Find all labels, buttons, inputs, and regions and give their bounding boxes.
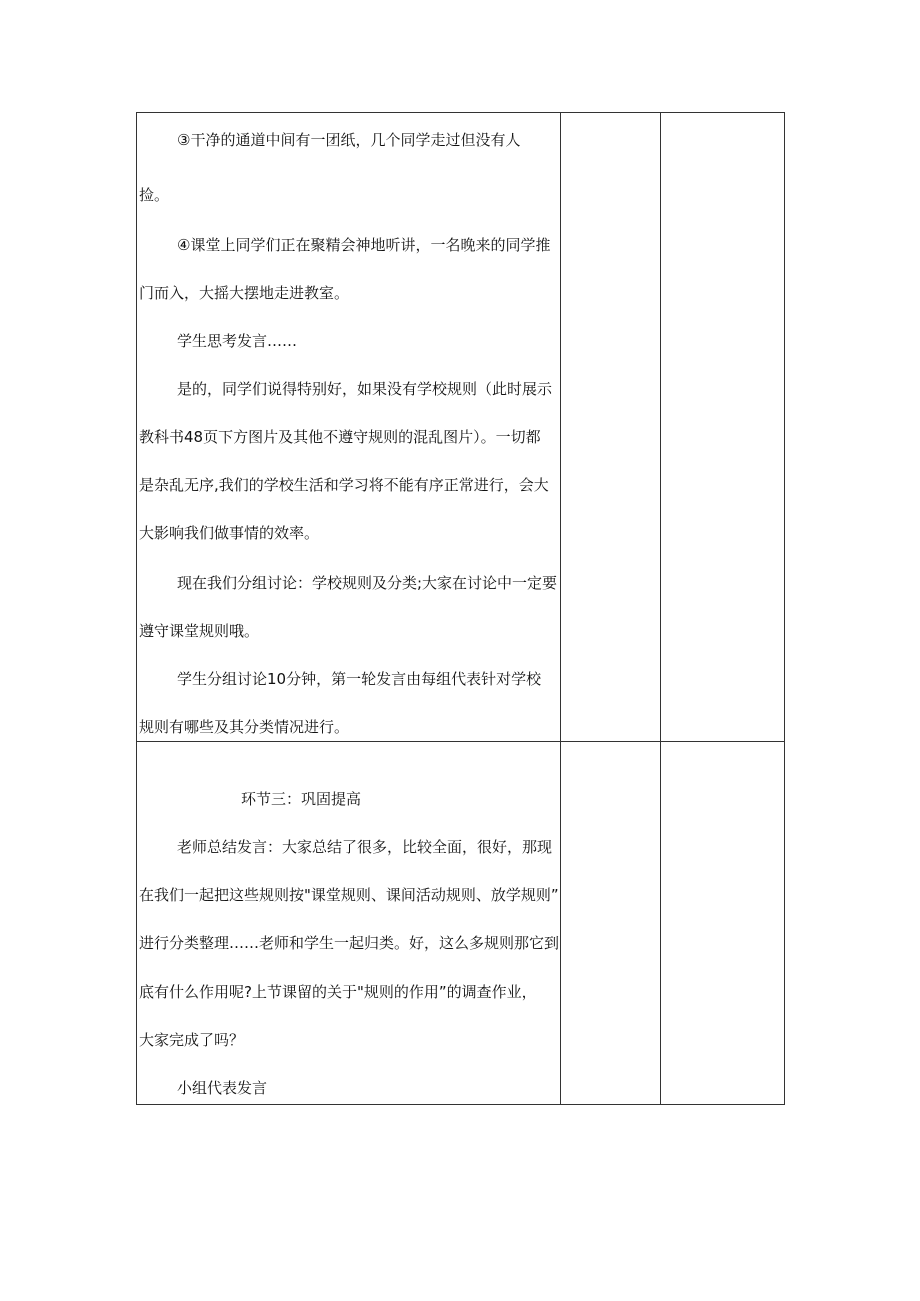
text-line: 在我们一起把这些规则按"课堂规则、课间活动规则、放学规则” (139, 886, 559, 904)
text-line: 学生分组讨论10分钟，第一轮发言由每组代表针对学校 (177, 670, 542, 688)
lesson-plan-table (136, 112, 785, 1105)
text-line: 进行分类整理……老师和学生一起归类。好，这么多规则那它到 (139, 934, 560, 952)
text-line: 现在我们分组讨论：学校规则及分类;大家在讨论中一定要 (177, 574, 558, 592)
empty-cell (561, 113, 661, 742)
text-line: 是杂乱无序,我们的学校生活和学习将不能有序正常进行，会大 (139, 476, 549, 494)
text-line: 规则有哪些及其分类情况进行。 (139, 718, 350, 736)
content-cell (137, 742, 561, 1105)
text-line: 是的，同学们说得特别好，如果没有学校规则（此时展示 (177, 380, 553, 398)
empty-cell (561, 742, 661, 1105)
text-line: ③干净的通道中间有一团纸，几个同学走过但没有人 (177, 131, 521, 149)
text-line: 教科书48页下方图片及其他不遵守规则的混乱图片）。一切都 (139, 428, 541, 446)
table-row (137, 742, 785, 1105)
text-line: 老师总结发言：大家总结了很多，比较全面，很好，那现 (177, 838, 553, 856)
table-row (137, 113, 785, 742)
text-line: ④课堂上同学们正在聚精会神地听讲，一名晚来的同学推 (177, 236, 551, 254)
text-line: 大影响我们做事情的效率。 (139, 524, 320, 542)
text-line: 门而入，大摇大摆地走进教室。 (139, 284, 350, 302)
text-line: 小组代表发言 (177, 1079, 268, 1097)
text-line: 捡。 (139, 186, 170, 204)
content-cell (137, 113, 561, 742)
text-line: 底有什么作用呢?上节课留的关于"规则的作用”的调查作业， (139, 983, 537, 1001)
text-line: 遵守课堂规则哦。 (139, 622, 260, 640)
empty-cell (661, 113, 785, 742)
text-line: 学生思考发言…… (177, 332, 298, 350)
section-heading: 环节三：巩固提高 (241, 790, 362, 808)
text-line: 大家完成了吗？ (139, 1031, 245, 1049)
empty-cell (661, 742, 785, 1105)
